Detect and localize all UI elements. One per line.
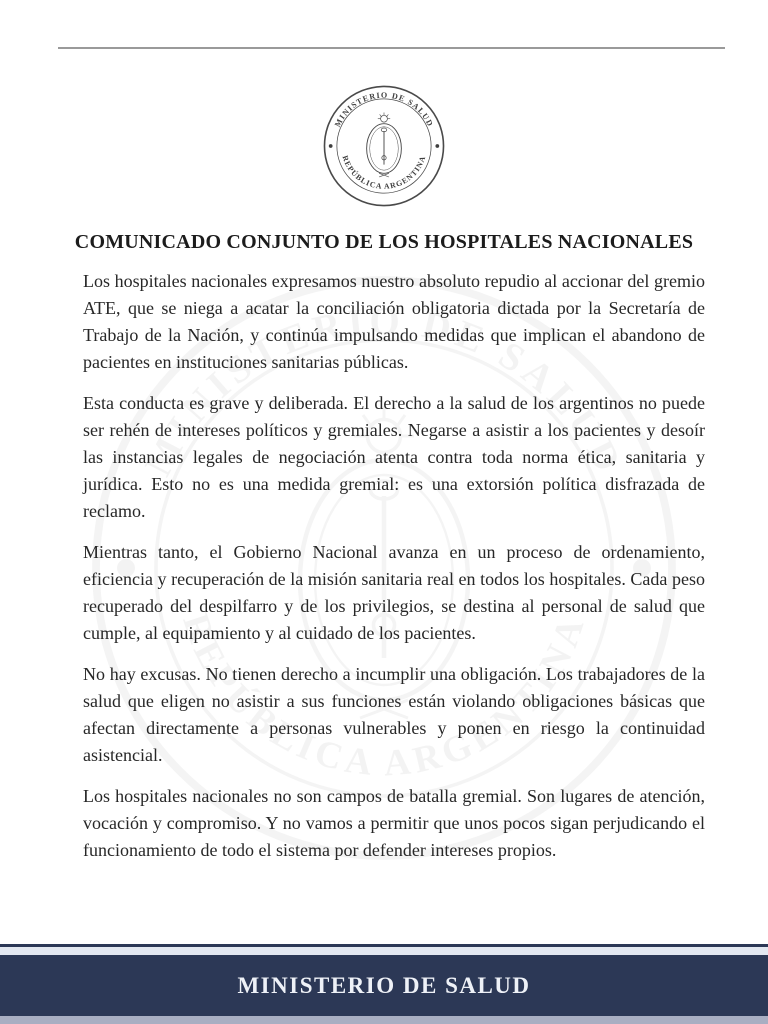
- document-body: [83, 268, 705, 878]
- footer-label: MINISTERIO DE SALUD: [237, 972, 531, 998]
- ministry-seal: [322, 84, 446, 208]
- footer-bar: [0, 955, 768, 1016]
- svg-text:MINISTERIO DE SALUD: [333, 91, 435, 129]
- paragraph: Los hospitales nacionales no son campos de batalla gremial. Son lugares de atención, vocación y compromiso. Y no vamos a permitir que unos pocos sigan perjudicando el funcionamiento de todo el sistema por defender intereses propios.: [83, 786, 705, 860]
- top-divider: [58, 47, 725, 49]
- footer-gap: [0, 947, 768, 955]
- paragraph: Mientras tanto, el Gobierno Nacional avanza en un proceso de ordenamiento, eficiencia y recuperación de la misión sanitaria real en todos los hospitales. Cada peso recuperado del despilfarro y de los privilegios, se destina al personal de salud que cumple, al equipamiento y al cuidado de los pacientes.: [83, 542, 705, 643]
- paragraph: Los hospitales nacionales expresamos nuestro absoluto repudio al accionar del gremio ATE, que se niega a acatar la conciliación obligatoria dictada por la Secretaría de Trabajo de la Nación, y continúa impulsando medidas que implican el abandono de pacientes en instituciones sanitarias públicas.: [83, 271, 705, 372]
- seal-top-text: MINISTERIO DE SALUD: [332, 90, 436, 129]
- paragraph: Esta conducta es grave y deliberada. El derecho a la salud de los argentinos no puede ser rehén de intereses políticos y gremiales. Negarse a asistir a los pacientes y desoír las instancias legales de negociación atenta contra toda norma ética, sanitaria y jurídica. Esto no es una medida gremial: es una extorsión política disfrazada de reclamo.: [83, 393, 705, 521]
- paragraph: No hay excusas. No tienen derecho a incumplir una obligación. Los trabajadores de la salud que eligen no asistir a sus funciones están violando obligaciones básicas que afectan directamente a personas vulnerables y ponen en riesgo la continuidad asistencial.: [83, 664, 705, 765]
- seal-left-dot: [329, 144, 333, 148]
- seal-bottom-text: REPÚBLICA ARGENTINA: [340, 154, 428, 191]
- bottom-strip: [0, 1016, 768, 1024]
- page-title: COMUNICADO CONJUNTO DE LOS HOSPITALES NACIONALES: [74, 231, 694, 253]
- coat-of-arms: [367, 113, 402, 177]
- seal-right-dot: [435, 144, 439, 148]
